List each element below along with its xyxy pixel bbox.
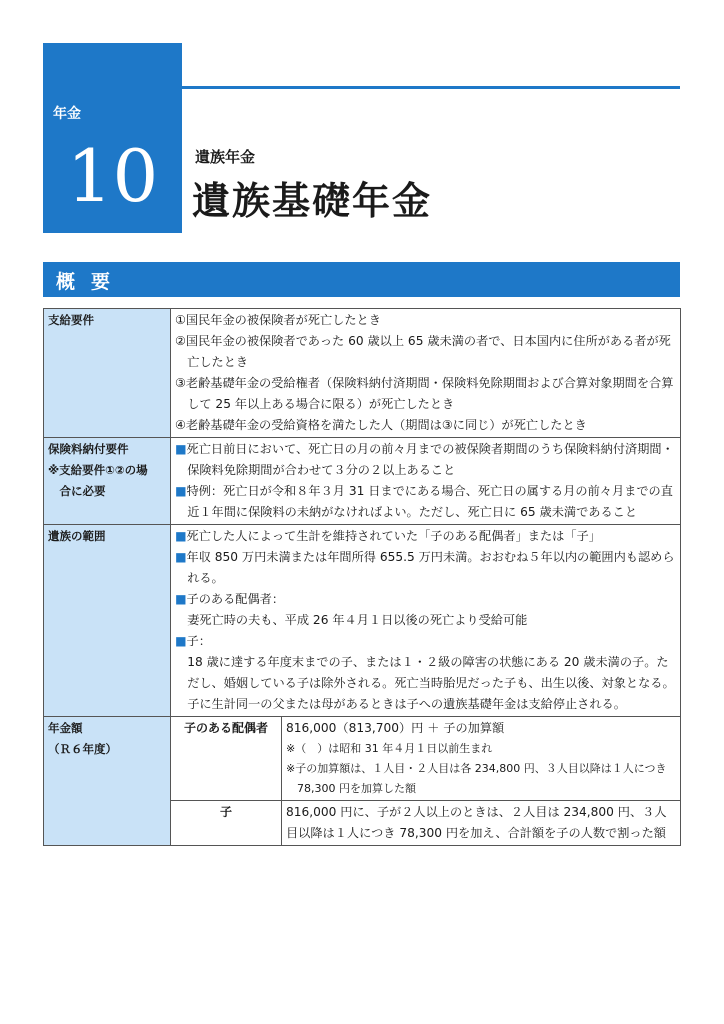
list-item: ■子： [175, 634, 211, 648]
spouse-note: ※（ ）は昭和 31 年４月１日以前生まれ [286, 742, 493, 755]
list-item: ③老齢基礎年金の受給権者（保険料納付済期間・保険料免除期間および合算対象期間を合算して 25 年以上ある場合に限る）が死亡したとき [175, 376, 674, 411]
table-row [44, 717, 681, 801]
chapter-category: 年金 [53, 106, 81, 122]
bullet-icon: ■ [175, 529, 187, 543]
bullet-icon: ■ [175, 442, 187, 456]
table-row [44, 438, 681, 525]
table-row [44, 525, 681, 717]
list-item: ■死亡日前日において、死亡日の月の前々月までの被保険者期間のうち保険料納付済期間・保険料免除期間が合わせて３分の２以上あること [175, 442, 674, 477]
payment-note: ※支給要件①②の場 [48, 463, 148, 477]
bullet-icon: ■ [175, 484, 187, 498]
spouse-amount-cell [282, 717, 681, 801]
bullet-icon: ■ [175, 634, 187, 648]
payment-label: 保険料納付要件 [48, 442, 129, 456]
requirements-cell [171, 309, 681, 438]
chapter-badge [43, 43, 182, 233]
child-amount: 816,000 円に、子が２人以上のときは、２人目は 234,800 円、３人目以降は１人につき 78,300 円を加え、合計額を子の人数で割った額 [286, 805, 667, 840]
spouse-amount: 816,000（813,700）円 ＋ 子の加算額 [286, 721, 505, 735]
list-item: ①国民年金の被保険者が死亡したとき [175, 313, 381, 327]
list-item: ■死亡した人によって生計を維持されていた「子のある配偶者」または「子」 [175, 529, 601, 543]
list-item-body: 18 歳に達する年度末までの子、または１・２級の障害の状態にある 20 歳未満の子。ただし、婚姻している子は除外される。死亡当時胎児だった子も、出生以後、対象となる。子に生計同一の父または母があるときは子への遺族基礎年金は支給停止される。 [187, 655, 675, 711]
list-item-body: 妻死亡時の夫も、平成 26 年４月１日以後の死亡より受給可能 [187, 613, 528, 627]
overview-table [43, 308, 681, 846]
list-item: ②国民年金の被保険者であった 60 歳以上 65 歳未満の者で、日本国内に住所がある者が死亡したとき [175, 334, 671, 369]
list-item: ■特例：死亡日が令和８年３月 31 日までにある場合、死亡日の属する月の前々月までの直近１年間に保険料の未納がなければよい。ただし、死亡日に 65 歳未満であること [175, 484, 673, 519]
section-header [43, 262, 680, 297]
bullet-icon: ■ [175, 550, 187, 564]
row-label-requirements: 支給要件 [44, 309, 171, 438]
row-label-family: 遺族の範囲 [44, 525, 171, 717]
payment-cell [171, 438, 681, 525]
payment-note-cont: 合に必要 [59, 484, 106, 498]
header-rule [182, 86, 680, 89]
family-cell [171, 525, 681, 717]
table-row [44, 309, 681, 438]
list-item: ■年収 850 万円未満または年間所得 655.5 万円未満。おおむね５年以内の範囲内も認められる。 [175, 550, 675, 585]
child-label: 子 [171, 801, 282, 846]
list-item: ■子のある配偶者： [175, 592, 285, 606]
chapter-number: 10 [66, 134, 159, 218]
amount-label: 年金額 [48, 721, 83, 735]
page-title: 遺族基礎年金 [192, 179, 433, 223]
list-item: ④老齢基礎年金の受給資格を満たした人（期間は③に同じ）が死亡したとき [175, 418, 587, 432]
section-title: 概要 [56, 271, 127, 293]
row-label-payment [44, 438, 171, 525]
page-subtitle: 遺族年金 [195, 148, 256, 166]
spouse-label: 子のある配偶者 [171, 717, 282, 801]
row-label-amount [44, 717, 171, 846]
bullet-icon: ■ [175, 592, 187, 606]
child-amount-cell [282, 801, 681, 846]
amount-year: （Ｒ６年度） [48, 742, 117, 756]
spouse-child-addition: ※子の加算額は、１人目・２人目は各 234,800 円、３人目以降は１人につき 78,300 円を加算した額 [286, 762, 667, 795]
